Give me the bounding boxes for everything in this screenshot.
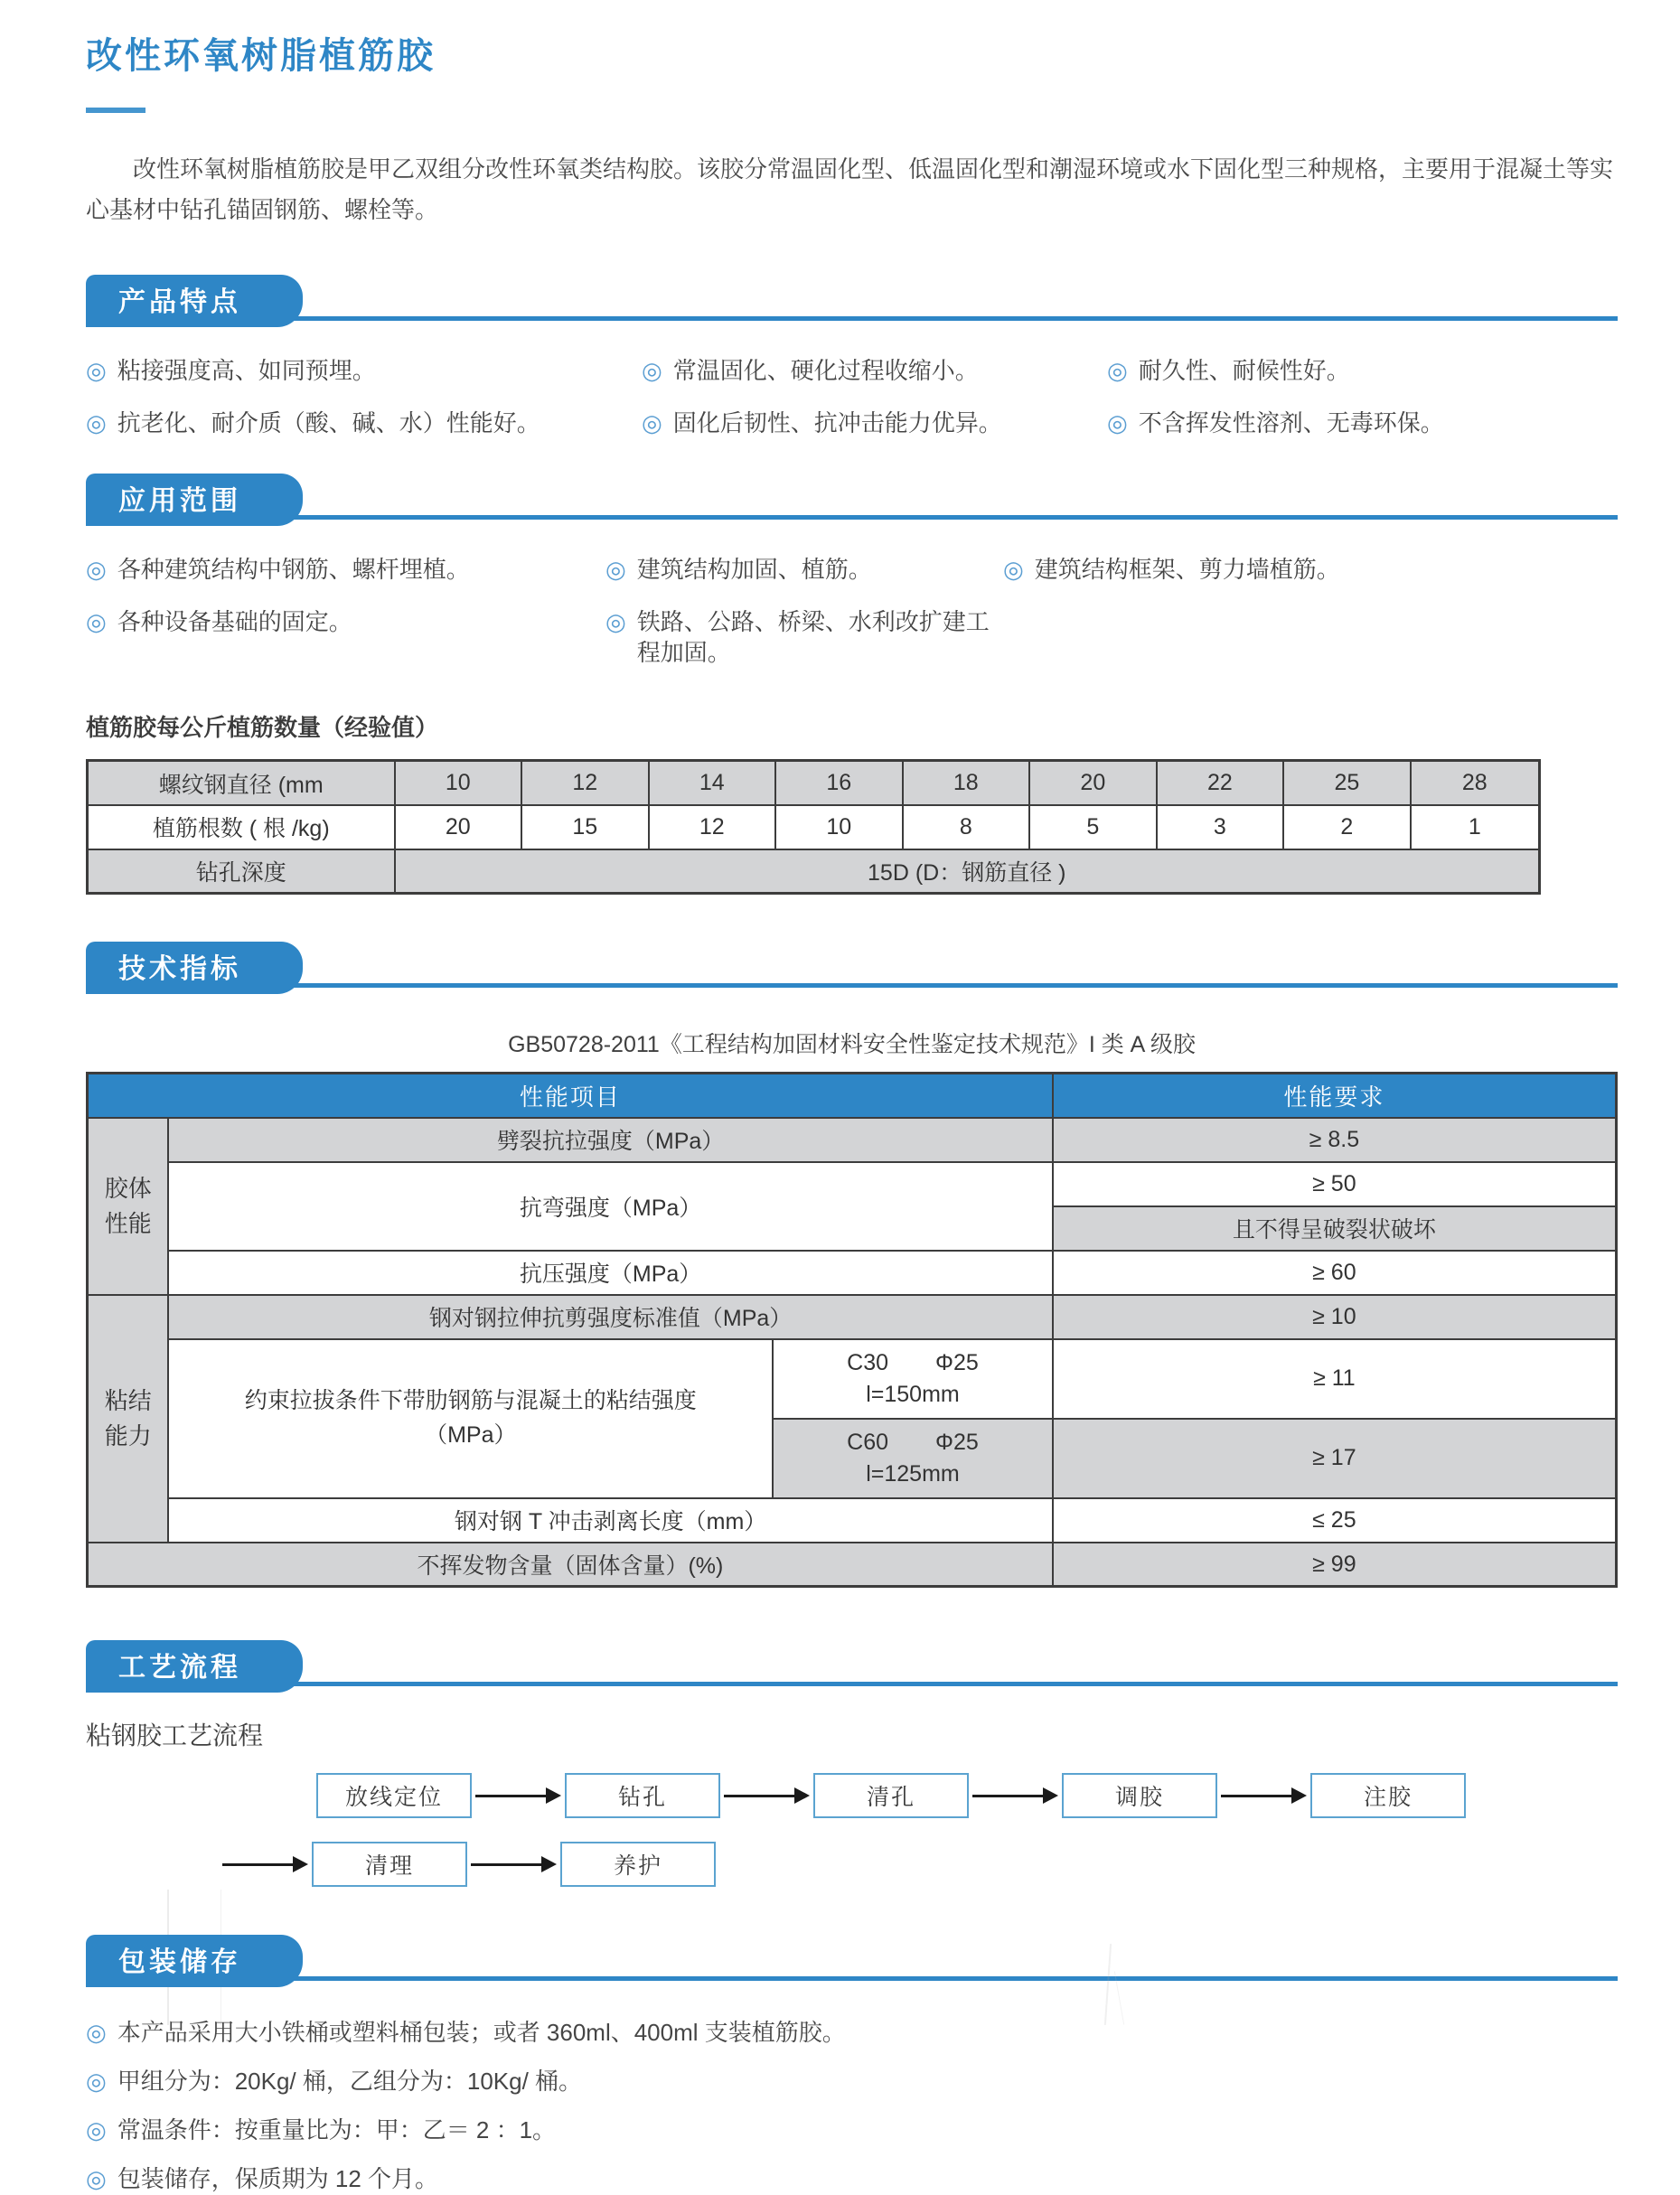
table-row	[88, 1251, 1617, 1295]
table-cell: 14	[649, 761, 776, 805]
property-cell: 劈裂抗拉强度（MPa）	[168, 1118, 1052, 1162]
flow-row	[219, 1832, 1680, 1897]
process-section-header	[86, 1640, 1618, 1698]
title-underline	[86, 108, 145, 113]
bullseye-bullet-icon: ◎	[1107, 409, 1128, 437]
table-cell: 28	[1411, 761, 1540, 805]
storage-text: 包装储存，保质期为 12 个月。	[117, 2164, 439, 2192]
requirement-cell: ≥ 10	[1053, 1295, 1617, 1339]
application-text: 铁路、公路、桥梁、水利改扩建工程加固。	[636, 607, 990, 666]
list-item	[86, 2164, 1680, 2195]
feature-text: 粘接强度高、如同预埋。	[117, 357, 376, 385]
table-cell: 3	[1157, 805, 1284, 849]
table-row	[88, 1074, 1617, 1118]
feature-text: 不含挥发性溶剂、无毒环保。	[1138, 409, 1444, 437]
flow-step: 放线定位	[316, 1773, 472, 1818]
table-row	[88, 1339, 1617, 1419]
list-item	[642, 408, 1107, 439]
table-cell: 15D (D：钢筋直径 )	[395, 849, 1540, 894]
technical-table	[86, 1072, 1618, 1588]
storage-list	[86, 2018, 1680, 2194]
rebar-diameter: Φ25	[935, 1349, 979, 1375]
storage-text: 本产品采用大小铁桶或塑料桶包装；或者 360ml、400ml 支装植筋胶。	[117, 2019, 846, 2047]
features-section-header	[86, 275, 1618, 333]
technical-badge: 技术指标	[86, 942, 303, 994]
table-cell: 8	[903, 805, 1030, 849]
features-badge: 产品特点	[86, 275, 303, 327]
list-item	[86, 408, 642, 439]
consumption-table-caption: 植筋胶每公斤植筋数量（经验值）	[86, 714, 439, 742]
applications-section-header	[86, 474, 1618, 531]
standard-reference: GB50728-2011《工程结构加固材料安全性鉴定技术规范》I 类 A 级胶	[508, 1032, 1196, 1058]
section-rule	[86, 1682, 1618, 1686]
row-header-cell: 螺纹钢直径 (mm	[88, 761, 395, 805]
flow-step: 清孔	[813, 1773, 969, 1818]
application-text: 各种建筑结构中钢筋、螺杆埋植。	[117, 556, 470, 584]
property-cell: 抗弯强度（MPa）	[168, 1162, 1052, 1251]
feature-text: 常温固化、硬化过程收缩小。	[672, 357, 979, 385]
bullseye-bullet-icon: ◎	[1003, 556, 1024, 584]
bullseye-bullet-icon: ◎	[86, 607, 107, 635]
requirement-cell: ≥ 99	[1053, 1543, 1617, 1587]
list-item	[86, 2067, 1680, 2097]
section-rule	[86, 316, 1618, 321]
property-cell: 抗压强度（MPa）	[168, 1251, 1052, 1295]
flow-step: 注胶	[1310, 1773, 1466, 1818]
table-cell: 20	[1029, 761, 1157, 805]
table-row	[88, 1543, 1617, 1587]
application-text: 各种设备基础的固定。	[117, 607, 352, 635]
table-row	[88, 1295, 1617, 1339]
requirement-cell: ≥ 50	[1053, 1162, 1617, 1206]
property-cell: 钢对钢 T 冲击剥离长度（mm）	[168, 1498, 1052, 1543]
feature-text: 抗老化、耐介质（酸、碱、水）性能好。	[117, 409, 540, 437]
table-cell: 15	[521, 805, 649, 849]
storage-text: 甲组分为：20Kg/ 桶，乙组分为：10Kg/ 桶。	[117, 2068, 583, 2096]
property-cell	[168, 1339, 773, 1498]
storage-text: 常温条件：按重量比为：甲：乙＝ 2 ：1。	[117, 2116, 557, 2144]
flow-step: 钻孔	[565, 1773, 720, 1818]
concrete-grade: C60	[847, 1429, 889, 1455]
bullseye-bullet-icon: ◎	[642, 357, 662, 385]
bullseye-bullet-icon: ◎	[605, 607, 626, 635]
table-row	[88, 1118, 1617, 1162]
application-text: 建筑结构框架、剪力墙植筋。	[1034, 556, 1340, 584]
bullseye-bullet-icon: ◎	[86, 2116, 107, 2144]
group-label: 粘结能力	[104, 1386, 152, 1449]
list-item	[605, 607, 1003, 669]
requirement-cell: ≥ 8.5	[1053, 1118, 1617, 1162]
list-item	[86, 356, 642, 387]
storage-badge: 包装储存	[86, 1935, 303, 1987]
group-header-cell	[88, 1118, 169, 1295]
table-cell: 25	[1283, 761, 1411, 805]
feature-text: 固化后韧性、抗冲击能力优异。	[672, 409, 1002, 437]
process-subtitle: 粘钢胶工艺流程	[86, 1721, 264, 1750]
application-text: 建筑结构加固、植筋。	[636, 556, 872, 584]
table-row	[88, 1498, 1617, 1543]
flow-step: 清理	[312, 1842, 467, 1887]
table-cell: 20	[395, 805, 522, 849]
requirement-cell: ≥ 17	[1053, 1419, 1617, 1498]
group-header-cell	[88, 1295, 169, 1543]
property-label: 约束拉拔条件下带肋钢筋与混凝土的粘结强度（MPa）	[244, 1388, 697, 1448]
bullseye-bullet-icon: ◎	[642, 409, 662, 437]
table-cell: 1	[1411, 805, 1540, 849]
list-item	[1107, 356, 1680, 387]
flow-row	[316, 1763, 1680, 1828]
list-item	[642, 356, 1107, 387]
table-cell: 10	[775, 805, 903, 849]
process-badge: 工艺流程	[86, 1640, 303, 1693]
table-cell: 16	[775, 761, 903, 805]
arrow-right-icon	[972, 1787, 1058, 1804]
flow-step: 调胶	[1062, 1773, 1217, 1818]
process-flowchart	[0, 1763, 1680, 1897]
column-header: 性能要求	[1053, 1074, 1617, 1118]
group-label: 胶体性能	[104, 1174, 152, 1237]
bullseye-bullet-icon: ◎	[86, 556, 107, 584]
feature-text: 耐久性、耐候性好。	[1138, 357, 1350, 385]
section-rule	[86, 515, 1618, 520]
embed-length: l=150mm	[866, 1381, 960, 1407]
flow-step: 养护	[560, 1842, 716, 1887]
table-cell: 12	[649, 805, 776, 849]
list-item	[605, 555, 1003, 586]
arrow-right-icon	[724, 1787, 810, 1804]
property-cell: 钢对钢拉伸抗剪强度标准值（MPa）	[168, 1295, 1052, 1339]
row-header-cell: 钻孔深度	[88, 849, 395, 894]
requirement-cell: ≤ 25	[1053, 1498, 1617, 1543]
section-rule	[86, 1976, 1618, 1981]
condition-line	[774, 1430, 1052, 1456]
features-list	[86, 356, 1680, 439]
condition-line	[774, 1350, 1052, 1376]
arrow-right-icon	[1221, 1787, 1307, 1804]
table-row	[88, 849, 1540, 894]
column-header: 性能项目	[88, 1074, 1053, 1118]
table-cell: 2	[1283, 805, 1411, 849]
table-row	[88, 761, 1540, 805]
condition-cell	[773, 1339, 1053, 1419]
row-header-cell: 植筋根数 ( 根 /kg)	[88, 805, 395, 849]
bullseye-bullet-icon: ◎	[86, 409, 107, 437]
table-row	[88, 1162, 1617, 1206]
list-item	[1107, 408, 1680, 439]
bullseye-bullet-icon: ◎	[86, 357, 107, 385]
bullseye-bullet-icon: ◎	[86, 2068, 107, 2096]
table-cell: 22	[1157, 761, 1284, 805]
page-title: 改性环氧树脂植筋胶	[86, 36, 436, 76]
list-item	[86, 555, 605, 586]
bullseye-bullet-icon: ◎	[86, 2164, 107, 2192]
list-item	[1003, 555, 1680, 586]
condition-cell	[773, 1419, 1053, 1498]
table-cell: 18	[903, 761, 1030, 805]
arrow-right-icon	[222, 1856, 308, 1872]
requirement-cell: ≥ 11	[1053, 1339, 1617, 1419]
table-cell: 12	[521, 761, 649, 805]
consumption-table	[86, 759, 1541, 895]
rebar-diameter: Φ25	[935, 1429, 979, 1455]
property-cell: 不挥发物含量（固体含量）(%)	[88, 1543, 1053, 1587]
datasheet-page	[0, 27, 1680, 2192]
embed-length: l=125mm	[866, 1460, 960, 1487]
arrow-right-icon	[475, 1787, 561, 1804]
list-item	[86, 2115, 1680, 2146]
requirement-cell: ≥ 60	[1053, 1251, 1617, 1295]
bullseye-bullet-icon: ◎	[1107, 357, 1128, 385]
concrete-grade: C30	[847, 1349, 889, 1375]
list-item	[86, 607, 605, 669]
bullseye-bullet-icon: ◎	[605, 556, 626, 584]
bullseye-bullet-icon: ◎	[86, 2019, 107, 2047]
arrow-right-icon	[471, 1856, 557, 1872]
intro-paragraph: 改性环氧树脂植筋胶是甲乙双组分改性环氧类结构胶。该胶分常温固化型、低温固化型和潮湿环境或水下固化型三种规格，主要用于混凝土等实心基材中钻孔锚固钢筋、螺栓等。	[86, 155, 1614, 223]
list-item	[86, 2018, 1680, 2049]
technical-section-header	[86, 942, 1618, 999]
requirement-cell: 且不得呈破裂状破坏	[1053, 1206, 1617, 1251]
table-cell: 5	[1029, 805, 1157, 849]
table-cell: 10	[395, 761, 522, 805]
applications-badge: 应用范围	[86, 474, 303, 526]
table-row	[88, 805, 1540, 849]
applications-list	[86, 555, 1680, 668]
section-rule	[86, 983, 1618, 988]
storage-section-header	[86, 1935, 1618, 1993]
